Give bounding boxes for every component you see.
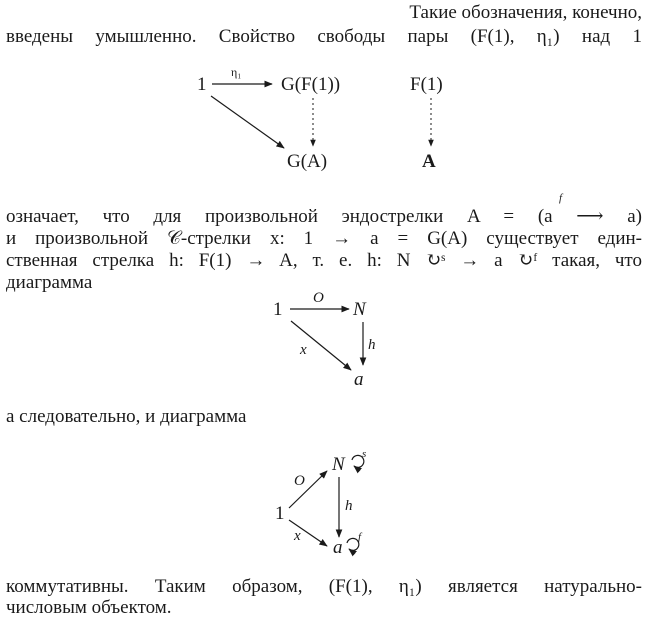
- d2-object-1: 1: [273, 299, 283, 320]
- d3-object-1: 1: [275, 503, 285, 524]
- d2-object-a: a: [354, 369, 364, 390]
- text-line-7: а следовательно, и диаграмма: [6, 406, 247, 427]
- d2-label-O: O: [313, 290, 324, 306]
- d1-object-GA: G(A): [287, 151, 328, 172]
- text-line-8: коммутативны. Таким образом, (F(1), η₁) является натурально-: [6, 576, 642, 597]
- d2-object-N: N: [353, 299, 366, 320]
- d1-arrow-diagonal: [211, 96, 284, 148]
- d3-object-N: N: [332, 454, 345, 475]
- text-line-5: ственная стрелка h: F(1) → A, т. е. h: N ↻ˢ → a ↻ᶠ такая, что: [6, 250, 642, 271]
- d3-object-a: a: [333, 537, 343, 558]
- d1-object-GF1: G(F(1)): [281, 74, 341, 95]
- d2-label-h: h: [368, 337, 376, 353]
- text-line-4: и произвольной 𝒞-стрелки x: 1 → a = G(A) существует един-: [6, 228, 642, 249]
- text-line-9: числовым объектом.: [6, 597, 172, 618]
- text-line-6: диаграмма: [6, 272, 93, 293]
- d1-object-F1: F(1): [410, 74, 443, 95]
- d3-label-O: O: [294, 473, 305, 489]
- text-line-3: означает, что для произвольной эндострелки A = (a ⟶ a): [6, 206, 642, 227]
- d1-object-A: A: [422, 151, 436, 172]
- text-line-2: введены умышленно. Свойство свободы пары (F(1), η₁) над 1: [6, 26, 642, 47]
- d3-label-x: x: [294, 528, 301, 544]
- d2-label-x: x: [300, 342, 307, 358]
- d3-label-s: s: [362, 448, 367, 460]
- d3-label-f: f: [358, 531, 362, 543]
- d1-label-eta: η₁: [231, 65, 242, 79]
- l3-arrow-label-f: f: [559, 192, 563, 204]
- d3-label-h: h: [345, 498, 353, 514]
- text-line-1: Такие обозначения, конечно,: [409, 2, 642, 23]
- d1-object-1: 1: [197, 74, 207, 95]
